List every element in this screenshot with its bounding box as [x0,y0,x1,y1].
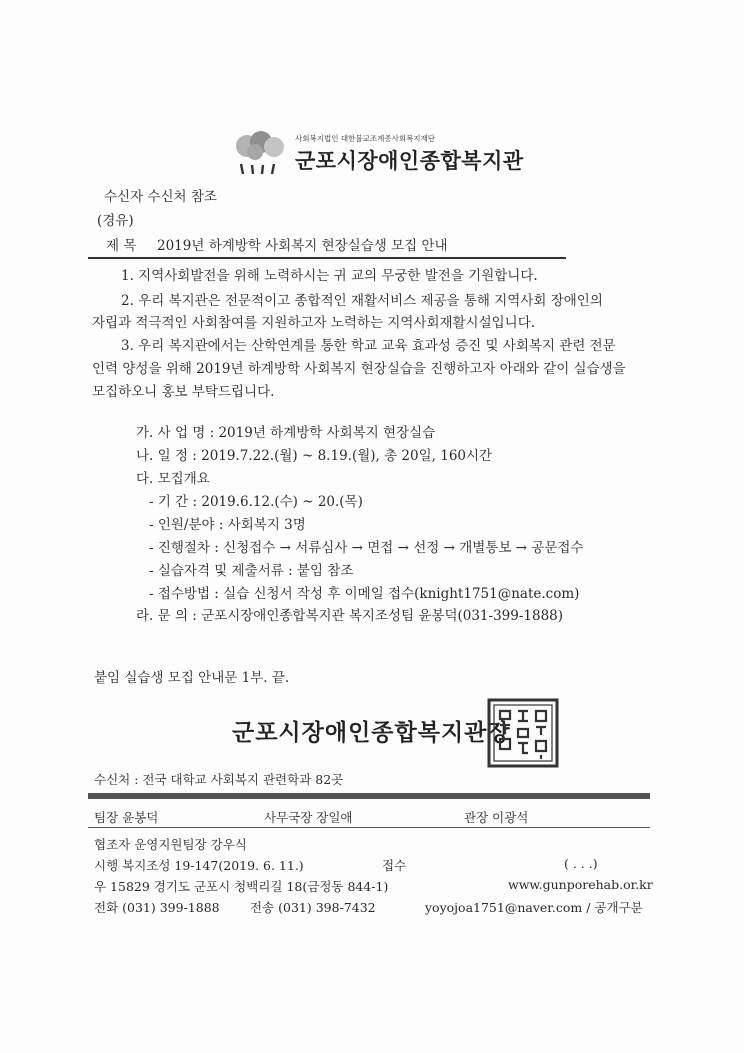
recipient-line: 수신자 수신처 참조 [104,189,217,205]
team-lead: 팀장 윤봉덕 [94,810,159,825]
paragraph-3c: 모집하오니 홍보 부탁드립니다. [92,384,275,400]
org-subtitle: 사회복지법인 대한불교조계종사회복지재단 [295,134,436,143]
website: www.gunporehab.or.kr [508,877,653,892]
issuer-name: 군포시장애인종합복지관장 [232,720,511,746]
official-seal-icon [486,697,560,769]
detail-people: - 인원/분야 : 사회복지 3명 [149,517,306,533]
detail-qualification: - 실습자격 및 제출서류 : 붙임 참조 [149,563,354,579]
detail-period: - 기 간 : 2019.6.12.(수) ~ 20.(목) [149,494,363,510]
detail-procedure: - 진행절차 : 신청접수 → 서류심사 → 면접 → 선정 → 개별통보 → 공문접수 [149,540,584,556]
secretary-general: 사무국장 장일애 [264,810,353,825]
paragraph-3a: 3. 우리 복지관에서는 산학연계를 통한 학교 교육 효과성 증진 및 사회복지 관련 전문 [121,338,616,354]
phone: 전화 (031) 399-1888 [94,900,220,915]
letterhead [228,131,524,181]
paragraph-3b: 인력 양성을 위해 2019년 하계방학 사회복지 현장실습을 진행하고자 아래와 같이 실습생을 [92,361,626,377]
enforcement-number: 시행 복지조성 19-147(2019. 6. 11.) [94,858,304,873]
subject-label: 제 목 [106,238,137,254]
detail-contact: 라. 문 의 : 군포시장애인종합복지관 복지조성팀 윤봉덕(031-399-1888) [136,608,564,624]
address: 우 15829 경기도 군포시 청백리길 18(금정동 844-1) [94,879,389,894]
paragraph-2a: 2. 우리 복지관은 전문적이고 종합적인 재활서비스 제공을 통해 지역사회 장애인의 [121,293,603,309]
subject-text: 2019년 하계방학 사회복지 현장실습생 모집 안내 [157,238,448,254]
detail-business: 가. 사 업 명 : 2019년 하계방학 사회복지 현장실습 [136,425,436,441]
director: 관장 이광석 [464,810,529,825]
org-name: 군포시장애인종합복지관 [295,149,524,173]
detail-schedule: 나. 일 정 : 2019.7.22.(월) ~ 8.19.(월), 총 20일, 160시간 [136,448,493,464]
detail-method: - 접수방법 : 실습 신청서 작성 후 이메일 접수(knight1751@nate.com) [149,586,580,602]
fax: 전송 (031) 398-7432 [250,900,376,915]
cooperator: 협조자 운영지원팀장 강우식 [94,837,247,852]
distribution-line: 수신처 : 전국 대학교 사회복지 관련학과 82곳 [94,772,344,787]
via-line: (경유) [97,213,134,229]
subject-divider [88,257,566,259]
footer-thin-divider [88,827,650,828]
email-public: yoyojoa1751@naver.com / 공개구분 [425,900,643,915]
receipt-label: 접수 [382,858,407,873]
detail-overview: 다. 모집개요 [136,471,210,487]
attachment-line: 붙임 실습생 모집 안내문 1부. 끝. [94,670,290,686]
receipt-date: ( . . .) [564,856,598,871]
footer-thick-divider [88,793,650,799]
paragraph-1: 1. 지역사회발전을 위해 노력하시는 귀 교의 무궁한 발전을 기원합니다. [121,268,538,284]
lotus-logo-icon [228,131,292,177]
paragraph-2b: 자립과 적극적인 사회참여를 지원하고자 노력하는 지역사회재활시설입니다. [92,315,536,331]
